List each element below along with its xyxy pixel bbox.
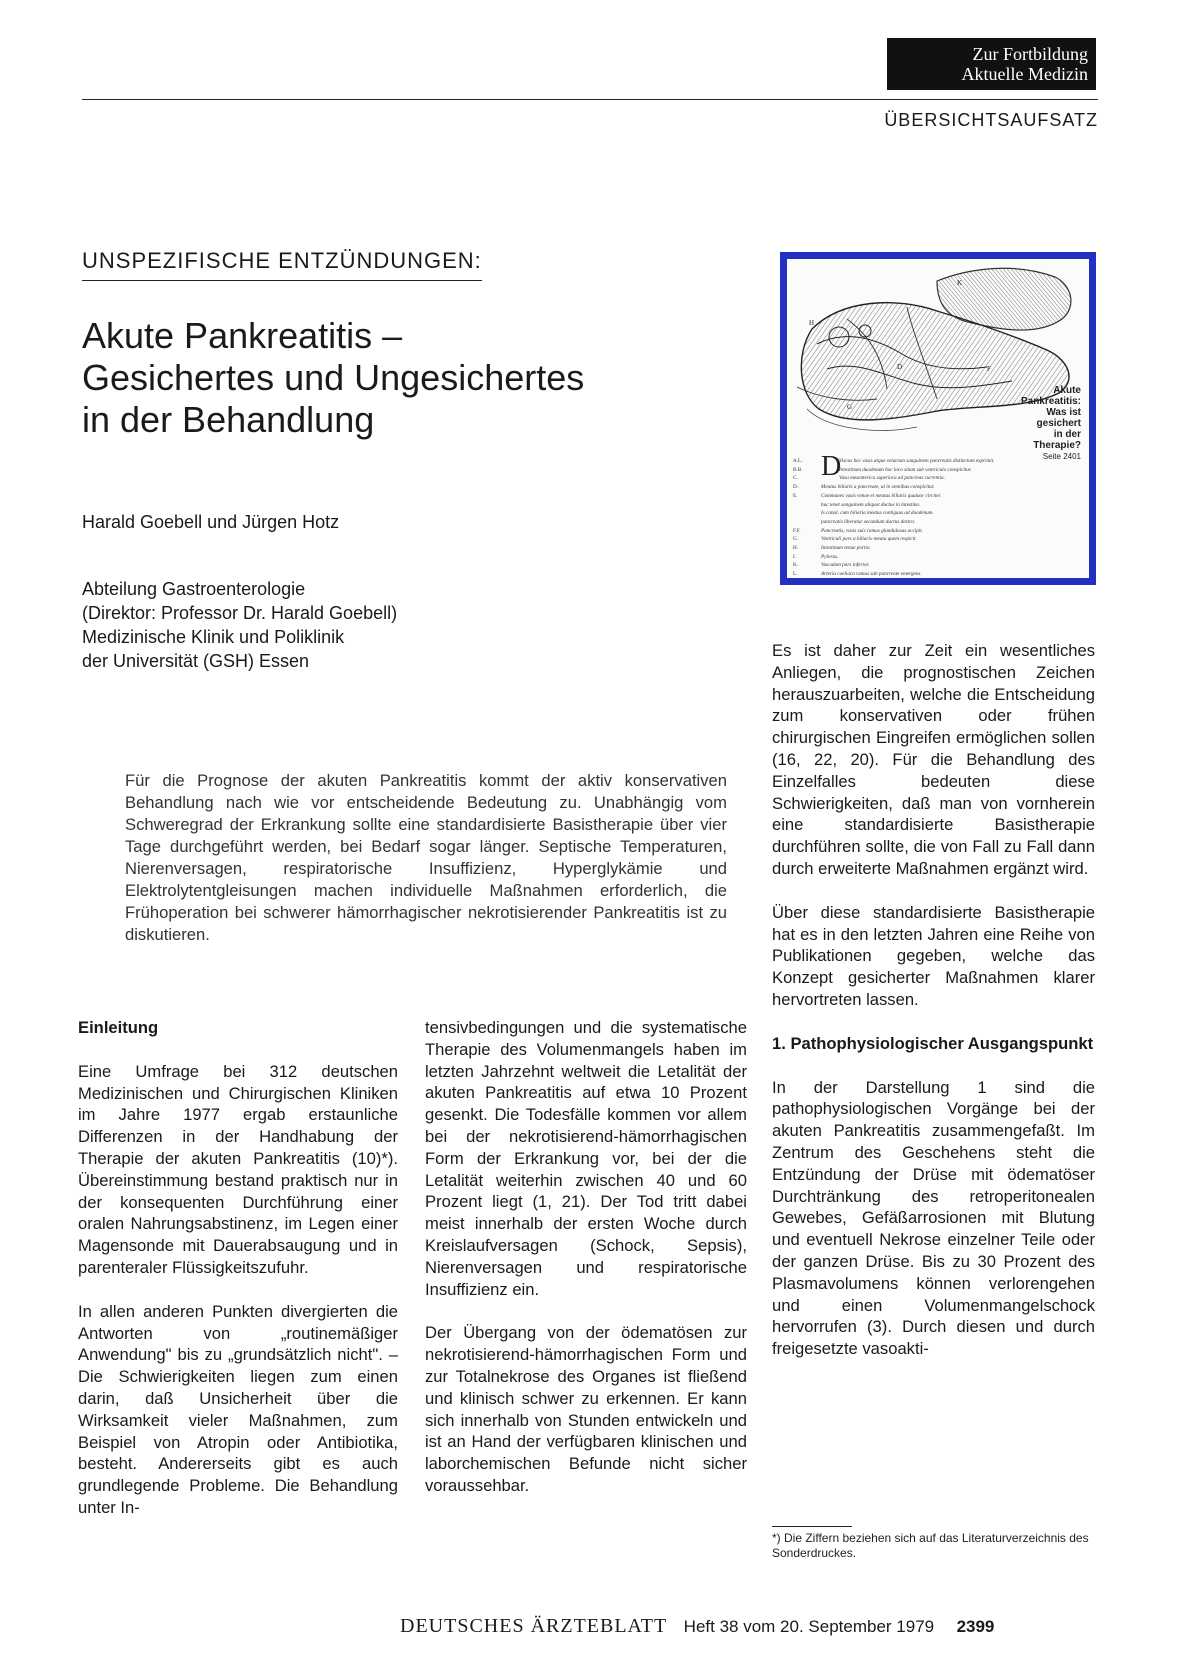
pancreas-illustration [787,259,1089,578]
legend-row: E. Communes vasis venae et meatus biliaris quatuor circiter. [793,492,942,499]
section-heading: 1. Pathophysiologischer Ausgangspunkt [772,1033,1094,1053]
section-label: ÜBERSICHTSAUFSATZ [884,110,1098,130]
body-paragraph: Über diese standardisierte Basistherapie hat es in den letzten Jahren eine Reihe von Publikationen gegeben, welche das Konzept gesicherter Maßnahmen klarer hervortreten lassen. [772,902,1095,1009]
figure-caption-line: Was ist [1046,407,1081,418]
figure-caption-line: Therapie? [1033,440,1081,451]
affiliation-line: (Direktor: Professor Dr. Harald Goebell) [82,603,398,623]
author-affiliation [82,577,397,673]
legend-row: H. Intestinum tenue portio. [793,545,871,552]
legend-row: K. Vasculum pars inferior. [793,562,870,569]
legend-row: L. Arteria coeliaca ramus sub pancreate emergens. [793,571,922,578]
legend-row: C. Vasa mesenterica superiora ad pancreas currentia. [793,475,945,482]
article-kicker: UNSPEZIFISCHE ENTZÜNDUNGEN: [82,248,482,281]
affiliation-line: Abteilung Gastroenterologie [82,579,306,599]
title-line-2: Gesichertes und Ungesichertes [82,357,585,398]
svg-text:K: K [957,279,963,287]
article-abstract: Für die Prognose der akuten Pankreatitis kommt der aktiv konservativen Behandlung nach wie vor entscheidende Bedeutung zu. Unabhängig vom Schweregrad der Erkrankung sollte eine standardisierte Basistherapie über vier Tage durchgeführt werden, bei Bedarf sogar länger. Septische Temperaturen, Nierenversagen, respiratorische Insuffizienz, Hyperglykämie und Elektrolytentgleisungen machen individuelle Maßnahmen erforderlich, die Frühoperation bei schwerer hämorrhagischer nekrotisierender Pankreatitis ist zu diskutieren. [125,771,727,944]
svg-text:H: H [809,319,815,327]
legend-row: Is canal. cum biliaria meatus contiguus ad duodenum. [821,510,934,517]
legend-row: D. Meatus biliaris a pancreate, ut in omnibus conspicitur. [793,484,935,491]
legend-row: I. Pylorus. [793,553,839,560]
body-paragraph: Es ist daher zur Zeit ein wesentliches Anliegen, die prognostischen Zeichen herauszuarbeiten, welche die Entscheidung zum konservativen oder frühen chirurgischen Eingreifen ermöglichen sollen (16, 22, 20). Für die Behandlung des Einzelfalles bedeuten diese Schwierigkeiten, daß man von vornherein eine standardisierte Basistherapie durchführen sollte, die von Fall zu Fall dann durch erweiterte Maßnahmen ergänzt wird. [772,641,1095,878]
journal-name: DEUTSCHES ÄRZTEBLATT [400,1615,668,1637]
footnote: *) Die Ziffern beziehen sich auf das Literaturverzeichnis des Sonderdruckes. [772,1531,1089,1560]
section-corner-box [887,38,1096,90]
figure-caption-line: in der [1053,429,1081,440]
legend-row: F.F. Pancreatis, vasis suis ramus glandulosus accipit. [793,527,923,534]
body-column-3 [772,640,1095,1382]
body-column-1 [78,1017,398,1541]
figure-caption-line: Akute [1053,385,1081,396]
body-paragraph: In der Darstellung 1 sind die pathophysiologischen Vorgänge bei der akuten Pankreatitis zusammengefaßt. Im Zentrum des Geschehens steht die Entzündung der Drüse mit ödematöser Durchtränkung des retroperitonealen Gewebes, Gefäßarrosionen mit Blutung und eventuell Nekrose einzelner Teile oder der ganzen Drüse. Bis zu 30 Prozent des Plasmavolumens können verlorengehen und einen Volumenmangelschock hervorrufen (3). Durch diesen und durch freigesetzte vasoakti- [772,1077,1095,1359]
corner-label-line1: Zur Fortbildung [972,44,1088,64]
legend-row: pancreatis liberatur secundum ductus dextra. [821,518,916,525]
body-paragraph: Eine Umfrage bei 312 deutschen Medizinischen und Chirurgischen Kliniken im Jahre 1977 ergab erstaunliche Differenzen in der Handhabung der Therapie der akuten Pankreatitis (10)*). Übereinstimmung bestand praktisch nur in der konsequenten Durchführung einer oralen Nahrungsabstinenz, im Legen einer Magensonde mit Dauerabsaugung und in parenteraler Flüssigkeitszufuhr. [78,1061,398,1277]
pancreas-illustration-frame [780,252,1096,585]
affiliation-line: Medizinische Klinik und Poliklinik [82,627,345,647]
header-rule [82,99,1098,100]
legend-row: G. Ventriculi pars a biliario meatu quem respicit. [793,536,917,543]
legend-row: A.L. Viscus hoc vasis atque venarum sanguinem pancreatis distinctum exprimit. [793,458,995,464]
title-line-1: Akute Pankreatitis – [82,315,403,356]
corner-label-line2: Aktuelle Medizin [961,64,1088,84]
affiliation-line: der Universität (GSH) Essen [82,651,310,671]
page-footer [400,1615,994,1638]
section-heading: Einleitung [78,1018,159,1037]
svg-text:D: D [897,363,903,371]
figure-caption-line: gesichert [1036,418,1081,429]
footnote-rule [772,1526,852,1527]
page-number: 2399 [956,1617,995,1636]
title-line-3: in der Behandlung [82,399,375,440]
legend-row: huc tenet sanguinem aliquot ductus in intestino. [821,501,921,508]
body-paragraph: tensivbedingungen und die systematische Therapie des Volumenmangels haben im letzten Jahrzehnt weltweit die Letalität der akuten Pankreatitis auf etwa 10 Prozent gesenkt. Die Todesfälle kommen vor allem bei der nekrotisierend-hämorrhagischen Form der Erkrankung vor, bei der die Letalität weiterhin zwischen 40 und 60 Prozent liegt (1, 21). Der Tod tritt dabei meist innerhalb der ersten Woche durch Kreislaufversagen (Schock, Sepsis), Nierenversagen und respiratorische Insuffizienz ein. [425,1018,747,1299]
svg-text:G: G [847,403,853,411]
figure-page-reference: Seite 2401 [1042,452,1081,461]
article-authors: Harald Goebell und Jürgen Hotz [82,512,340,532]
figure-caption [1021,385,1081,462]
figure-dropcap: D [821,451,842,482]
article-title [82,315,722,441]
body-paragraph: Der Übergang von der ödematösen zur nekrotisierend-hämorrhagischen Form und zur Totalnekrose des Organes ist fließend und klinisch schwer zu erkennen. Er kann sich innerhalb von Stunden entwickeln und ist an Hand der verfügbaren klinischen und laborchemischen Befunde nicht sicher voraussehbar. [425,1323,747,1495]
figure-caption-line: Pankreatitis: [1020,396,1081,407]
figure-legend [793,457,1083,578]
svg-text:F: F [987,365,991,373]
body-paragraph: In allen anderen Punkten divergierten die Antworten von „routinemäßiger Anwendung" bis zu „grundsätzlich nicht". – Die Schwierigkeiten liegen zum einen darin, daß Unsicherheit über die Wirksamkeit vieler Maßnahmen, zum Beispiel von Atropin oder Antibiotika, besteht. Andererseits gibt es auch grundlegende Probleme. Die Behandlung unter In- [78,1301,398,1517]
issue-info: Heft 38 vom 20. September 1979 [683,1617,935,1636]
body-column-2 [425,1017,747,1519]
legend-row: B.B. Intestinum duodenum hoc loco situm sub ventriculo conspicitur. [793,466,972,473]
